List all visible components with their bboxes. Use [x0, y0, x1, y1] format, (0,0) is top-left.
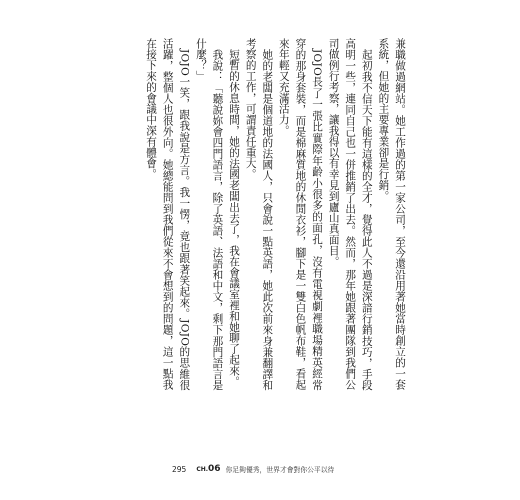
paragraph: 她的老闆是個道地的法國人，只會說一點英語，她此次前來身兼翻譯和考察的工作，可謂責任重大。 [244, 38, 274, 390]
paragraph: 起初我不信天下能有這樣的全才，覺得此人不過是深諳行銷技巧，手段高明一些，連同自己也一併推銷了出去。然而，那年她跟著團隊到我們公司做例行考察，讓我得以有幸見到廬山真面目。 [327, 38, 373, 390]
paragraph: 我說：「聽說妳會四門語言，除了英語、法語和中文，剩下那門語言是什麼？」 [194, 38, 224, 390]
paragraph: 兼職做過網站。她工作過的第一家公司，至今還沿用著她當時創立的一套系統，但她的主要專業卻是行銷。 [377, 38, 406, 390]
body-text [108, 38, 408, 390]
paragraph: JOJO一笑，跟我說是方言。我一愣，竟也跟著笑起來。JOJO的思維很活躍，整個人也很外向。她總能問到我們從來不會想到的問題，這一點我在接下來的會議中深有體會。 [145, 38, 191, 390]
chapter-title: 你足夠優秀，世界才會對你公平以待 [225, 466, 335, 474]
chapter-number: 06 [208, 464, 221, 474]
paragraph: JOJO長了一張比實際年齡小很多的面孔，沒有電視劇裡職場精英經常穿的那身套裝，而是棉麻質地的休閒衣衫，腳下是一雙白色帆布鞋，看起來年輕又充滿活力。 [277, 38, 324, 390]
page-footer [172, 462, 334, 476]
chapter-label: CH. [196, 465, 209, 473]
paragraph: 短暫的休息時間，她的法國老闆出去了，我在會議室裡和她聊了起來。 [228, 48, 241, 387]
page-number: 295 [172, 464, 187, 474]
